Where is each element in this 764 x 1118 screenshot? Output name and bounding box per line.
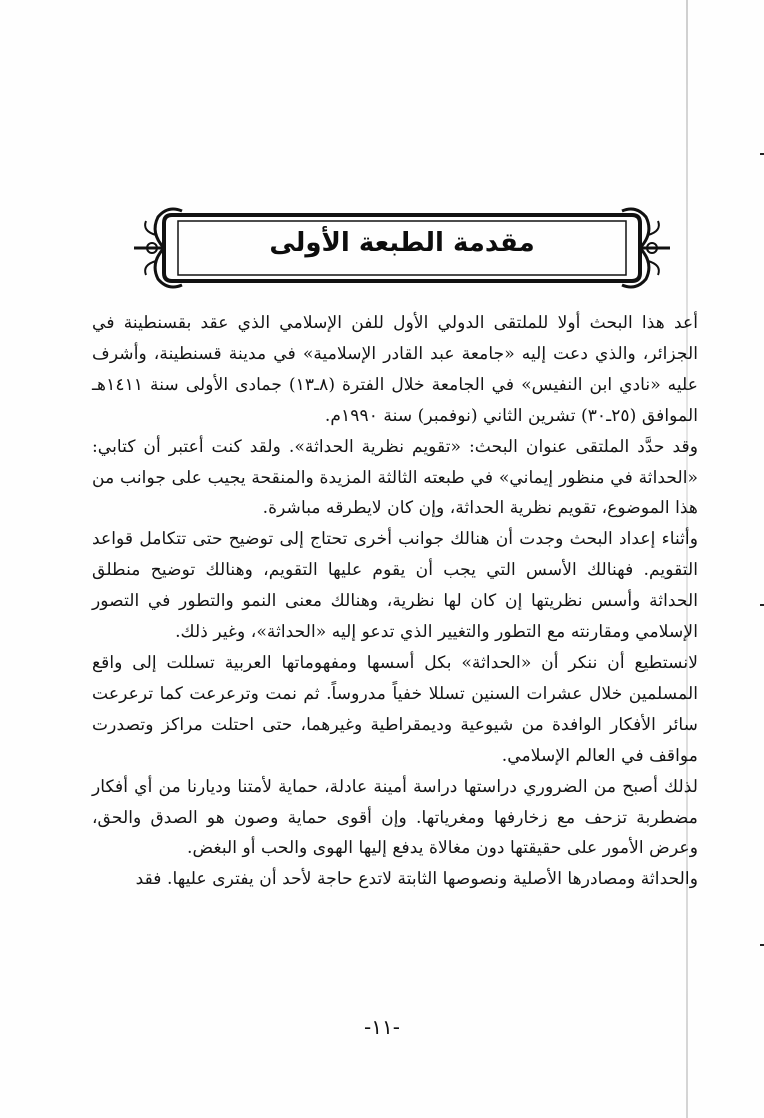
paragraph: أعد هذا البحث أولا للملتقى الدولي الأول للفن الإسلامي الذي عقد بقسنطينة في الجزائر، والذي دعت إليه «جامعة عبد القادر الإسلامية» في مدينة قسنطينة، وأشرف عليه «نادي ابن النفيس» في الجامعة خلال الفترة (٨ـ١٣) جمادى الأولى سنة ١٤١١هـ الموافق (٢٥ـ٣٠) تشرين الثاني (نوفمبر) سنة ١٩٩٠م. — [92, 313, 698, 426]
paragraph: لذلك أصبح من الضروري دراستها دراسة أمينة عادلة، حماية لأمتنا وديارنا من أي أفكار مضطربة تزحف مع زخارفها ومغرياتها. وإن أقوى حماية وصون هو الصدق والحق، وعرض الأمور على حقيقتها دون مغالاة يدفع إليها الهوى والحب أو البغض. — [92, 776, 698, 859]
margin-tick — [760, 604, 764, 606]
chapter-title: مقدمة الطبعة الأولى — [269, 228, 535, 258]
chapter-heading-frame — [128, 195, 676, 300]
paragraph: وأثناء إعداد البحث وجدت أن هنالك جوانب أخرى تحتاج إلى توضيح حتى تتكامل قواعد التقويم. فهنالك الأسس التي يجب أن يقوم عليها التقويم، وهنالك توضيح منطلق الحداثة وأسس نظريتها إن كان لها نظرية، وهنالك معنى النمو والتطور في التصور الإسلامي ومقارنته مع التطور والتغيير الذي تدعو إليه «الحداثة»، وغير ذلك. — [92, 529, 698, 643]
page-number: -١١- — [364, 1015, 400, 1039]
margin-tick — [760, 944, 764, 946]
body-text — [92, 308, 698, 895]
paragraph: وقد حدَّد الملتقى عنوان البحث: «تقويم نظرية الحداثة». ولقد كنت أعتبر أن كتابي: «الحداثة في منظور إيماني» في طبعته الثالثة المزيدة والمنقحة يجيب على جوانب من هذا الموضوع، تقويم نظرية الحداثة، وإن كان لايطرقه مباشرة. — [92, 436, 698, 519]
paragraph: والحداثة ومصادرها الأصلية ونصوصها الثابتة لاتدع حاجة لأحد أن يفترى عليها. فقد — [135, 869, 698, 890]
margin-tick — [760, 153, 764, 155]
paragraph: لانستطيع أن ننكر أن «الحداثة» بكل أسسها ومفهوماتها العربية تسللت إلى واقع المسلمين خلال عشرات السنين تسللا خفياً مدروساً. ثم نمت وترعرعت كما ترعرعت سائر الأفكار الوافدة من شيوعية وديمقراطية وغيرهما، حتى احتلت مراكز وتصدرت مواقف في العالم الإسلامي. — [92, 652, 698, 766]
